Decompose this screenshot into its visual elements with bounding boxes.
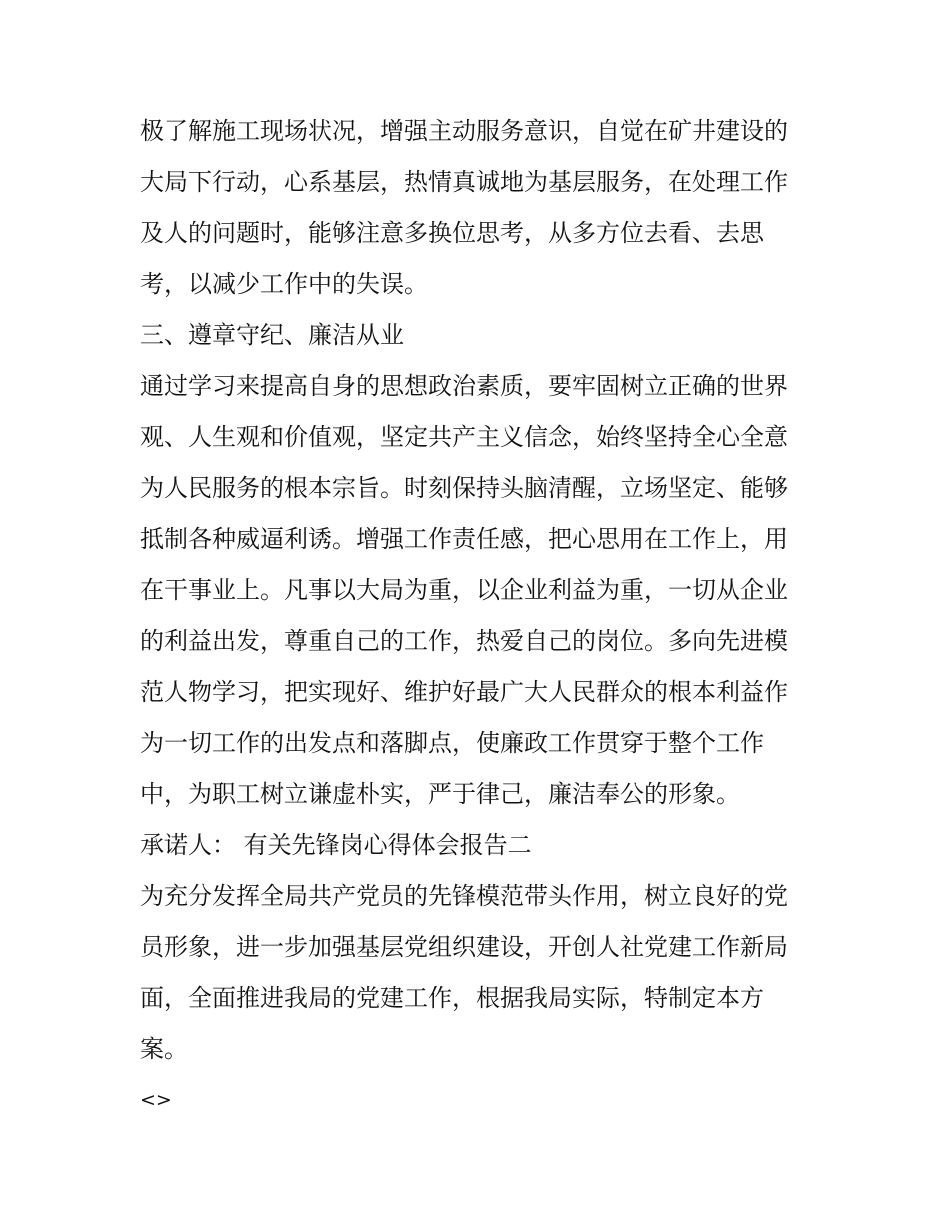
text-line: 及人的问题时，能够注意多换位思考，从多方位去看、去思 bbox=[140, 219, 764, 247]
text-line: 抵制各种威逼利诱。增强工作责任感，把心思用在工作上，用 bbox=[140, 525, 788, 553]
text-line: 员形象，进一步加强基层党组织建设，开创人社党建工作新局 bbox=[140, 933, 788, 961]
angle-bracket-marker: <> bbox=[140, 1089, 172, 1111]
text-line: 极了解施工现场状况，增强主动服务意识，自觉在矿井建设的 bbox=[140, 117, 788, 145]
text-line: 通过学习来提高自身的思想政治素质，要牢固树立正确的世界 bbox=[140, 372, 788, 400]
text-line: 面，全面推进我局的党建工作，根据我局实际，特制定本方 bbox=[140, 984, 764, 1012]
text-line: 为人民服务的根本宗旨。时刻保持头脑清醒，立场坚定、能够 bbox=[140, 474, 788, 502]
document-body bbox=[140, 106, 820, 1126]
text-line: 为一切工作的出发点和落脚点，使廉政工作贯穿于整个工作 bbox=[140, 729, 764, 757]
text-line: 为充分发挥全局共产党员的先锋模范带头作用，树立良好的党 bbox=[140, 882, 788, 910]
text-line: 的利益出发，尊重自己的工作，热爱自己的岗位。多向先进模 bbox=[140, 627, 788, 655]
text-line: 大局下行动，心系基层，热情真诚地为基层服务，在处理工作 bbox=[140, 168, 788, 196]
text-line: 在干事业上。凡事以大局为重，以企业利益为重，一切从企业 bbox=[140, 576, 788, 604]
signatory-line: 承诺人： 有关先锋岗心得体会报告二 bbox=[140, 831, 532, 859]
text-line: 考，以减少工作中的失误。 bbox=[140, 270, 428, 298]
text-line: 案。 bbox=[140, 1035, 188, 1063]
section-heading: 三、遵章守纪、廉洁从业 bbox=[140, 321, 404, 349]
text-line: 范人物学习，把实现好、维护好最广大人民群众的根本利益作 bbox=[140, 678, 788, 706]
text-line: 中，为职工树立谦虚朴实，严于律己，廉洁奉公的形象。 bbox=[140, 780, 740, 808]
text-line: 观、人生观和价值观，坚定共产主义信念，始终坚持全心全意 bbox=[140, 423, 788, 451]
